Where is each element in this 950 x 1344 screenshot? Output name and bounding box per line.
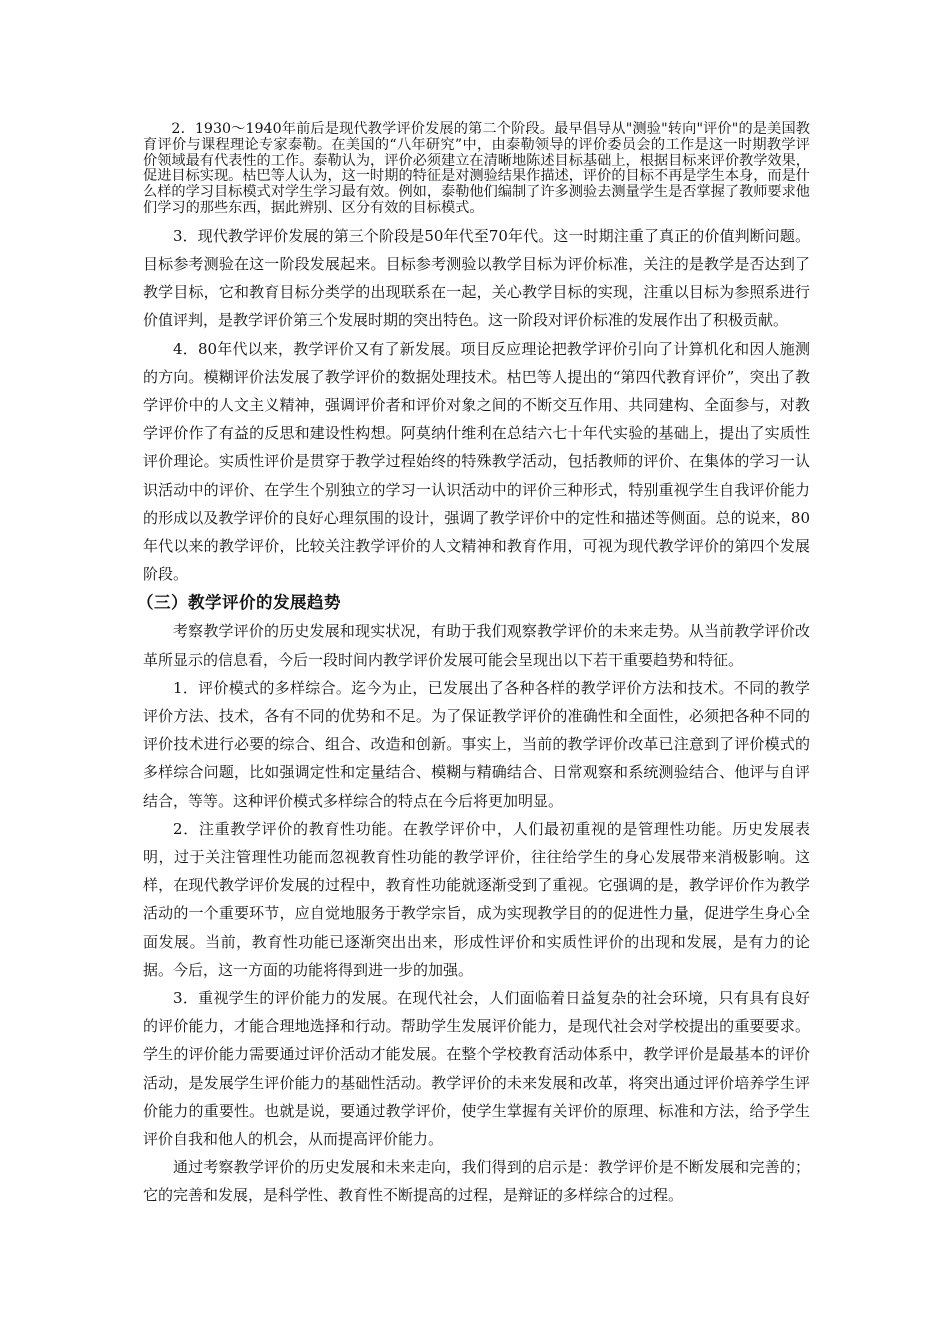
paragraph-stage-three: 3．现代教学评价发展的第三个阶段是50年代至70年代。这一时期注重了真正的价值判断问题。目标参考测验在这一阶段发展起来。目标参考测验以教学目标为评价标准，关注的是教学是否达到了教学目标，它和教育目标分类学的出现联系在一起，关心教学目标的实现，注重以目标为参照系进行价值评判，是教学评价第三个发展时期的突出特色。这一阶段对评价标准的发展作出了积极贡献。 [143, 226, 810, 330]
paragraph-stage-two: 2．1930～1940年前后是现代教学评价发展的第二个阶段。最早倡导从"测验"转向"评价"的是美国教育评价与课程理论专家泰勒。在美国的“八年研究”中，由泰勒领导的评价委员会的工作是这一时期教学评价领域最有代表性的工作。泰勒认为，评价必须建立在清晰地陈述目标基础上，根据目标来评价教学效果，促进目标实现。枯巴等人认为，这一时期的特征是对测验结果作描述，评价的目标不再是学生本身，而是什么样的学习目标模式对学生学习最有效。例如，泰勒他们编制了许多测验去测量学生是否掌握了教师要求他们学习的那些东西，据此辨别、区分有效的目标模式。 [143, 121, 810, 216]
paragraph-trend-two: 2．注重教学评价的教育性功能。在教学评价中，人们最初重视的是管理性功能。历史发展表明，过于关注管理性功能而忽视教育性功能的教学评价，往往给学生的身心发展带来消极影响。这样，在现代教学评价发展的过程中，教育性功能就逐渐受到了重视。它强调的是，教学评价作为教学活动的一个重要环节，应自觉地服务于教学宗旨，成为实现教学目的的促进性力量，促进学生身心全面发展。当前，教育性功能已逐渐突出出来，形成性评价和实质性评价的出现和发展，是有力的论据。今后，这一方面的功能将得到进一步的加强。 [143, 819, 810, 979]
paragraph-stage-four: 4．80年代以来，教学评价又有了新发展。项目反应理论把教学评价引向了计算机化和因人施测的方向。模糊评价法发展了教学评价的数据处理技术。枯巴等人提出的“第四代教育评价”，突出了教学评价中的人文主义精神，强调评价者和评价对象之间的不断交互作用、共同建构、全面参与，对教学评价作了有益的反思和建设性构想。阿莫纳什维利在总结六七十年代实验的基础上，提出了实质性评价理论。实质性评价是贯穿于教学过程始终的特殊教学活动，包括教师的评价、在集体的学习一认识活动中的评价、在学生个别独立的学习一认识活动中的评价三种形式，特别重视学生自我评价能力的形成以及教学评价的良好心理氛围的设计，强调了教学评价中的定性和描述等侧面。总的说来，80年代以来的教学评价，比较关注教学评价的人文精神和教育作用，可视为现代教学评价的第四个发展阶段。 [143, 339, 810, 584]
paragraph-trend-one: 1．评价模式的多样综合。迄今为止，已发展出了各种各样的教学评价方法和技术。不同的教学评价方法、技术，各有不同的优势和不足。为了保证教学评价的准确性和全面性，必须把各种不同的评价技术进行必要的综合、组合、改造和创新。事实上，当前的教学评价改革已注意到了评价模式的多样综合问题，比如强调定性和定量结合、模糊与精确结合、日常观察和系统测验结合、他评与自评结合，等等。这种评价模式多样综合的特点在今后将更加明显。 [143, 678, 810, 810]
section-heading: （三）教学评价的发展趋势 [137, 593, 341, 613]
paragraph-conclusion: 通过考察教学评价的历史发展和未来走向，我们得到的启示是：教学评价是不断发展和完善的；它的完善和发展，是科学性、教育性不断提高的过程，是辩证的多样综合的过程。 [143, 1158, 810, 1205]
paragraph-trends-intro: 考察教学评价的历史发展和现实状况，有助于我们观察教学评价的未来走势。从当前教学评价改革所显示的信息看，今后一段时间内教学评价发展可能会呈现出以下若干重要趋势和特征。 [143, 622, 810, 669]
document-page [137, 121, 810, 1210]
paragraph-trend-three: 3．重视学生的评价能力的发展。在现代社会，人们面临着日益复杂的社会环境，只有具有良好的评价能力，才能合理地选择和行动。帮助学生发展评价能力，是现代社会对学校提出的重要要求。学生的评价能力需要通过评价活动才能发展。在整个学校教育活动体系中，教学评价是最基本的评价活动，是发展学生评价能力的基础性活动。教学评价的未来发展和改革，将突出通过评价培养学生评价能力的重要性。也就是说，要通过教学评价，使学生掌握有关评价的原理、标准和方法，给予学生评价自我和他人的机会，从而提高评价能力。 [143, 989, 810, 1149]
